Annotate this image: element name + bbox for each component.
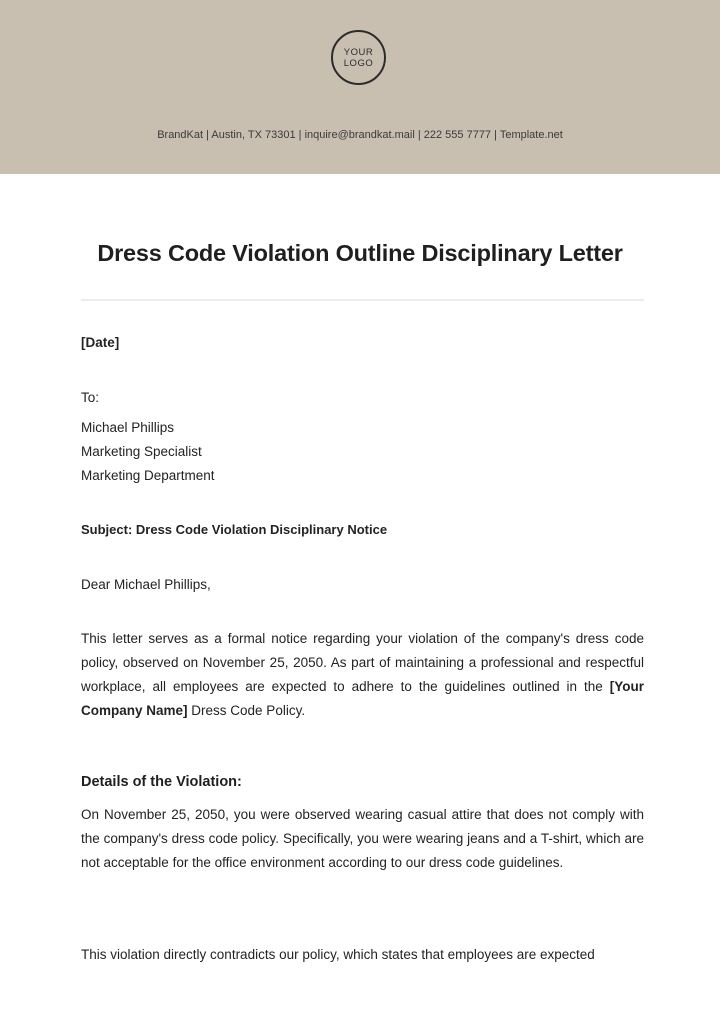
logo xyxy=(331,30,386,85)
logo-line-2: LOGO xyxy=(343,57,374,69)
document-title: Dress Code Violation Outline Disciplinary Letter xyxy=(97,240,623,266)
recipient-position: Marketing Specialist xyxy=(81,444,202,459)
date-field: [Date] xyxy=(81,335,120,350)
intro-text-2: Dress Code Policy. xyxy=(187,703,306,718)
intro-paragraph xyxy=(81,627,644,723)
intro-text-1: This letter serves as a formal notice regarding your violation of the company's dress code policy, observed on November 25, 2050. As part of maintaining a professional and respectful workplace, all employees are expected to adhere to the guidelines outlined in the xyxy=(81,631,644,694)
to-label: To: xyxy=(81,390,100,405)
salutation: Dear Michael Phillips, xyxy=(81,577,211,592)
violation-heading: Details of the Violation: xyxy=(81,774,242,790)
truncated-text: This violation directly contradicts our policy, which states that employees are expected xyxy=(81,947,595,962)
truncated-paragraph xyxy=(81,938,601,962)
recipient-department: Marketing Department xyxy=(81,468,215,483)
subject-line: Subject: Dress Code Violation Disciplinary Notice xyxy=(81,522,388,537)
contact-info: BrandKat | Austin, TX 73301 | inquire@brandkat.mail | 222 555 7777 | Template.net xyxy=(157,129,563,141)
company-name-placeholder: [Your Company Name] xyxy=(81,679,644,718)
recipient-name: Michael Phillips xyxy=(81,420,175,435)
letterhead xyxy=(0,0,720,174)
violation-paragraph: On November 25, 2050, you were observed wearing casual attire that does not comply with the company's dress code policy. Specifically, you were wearing jeans and a T-shirt, which are not acceptable for the office environment according to our dress code guidelines. xyxy=(81,807,644,870)
logo-line-1: YOUR xyxy=(343,46,374,58)
title-divider xyxy=(81,299,644,301)
